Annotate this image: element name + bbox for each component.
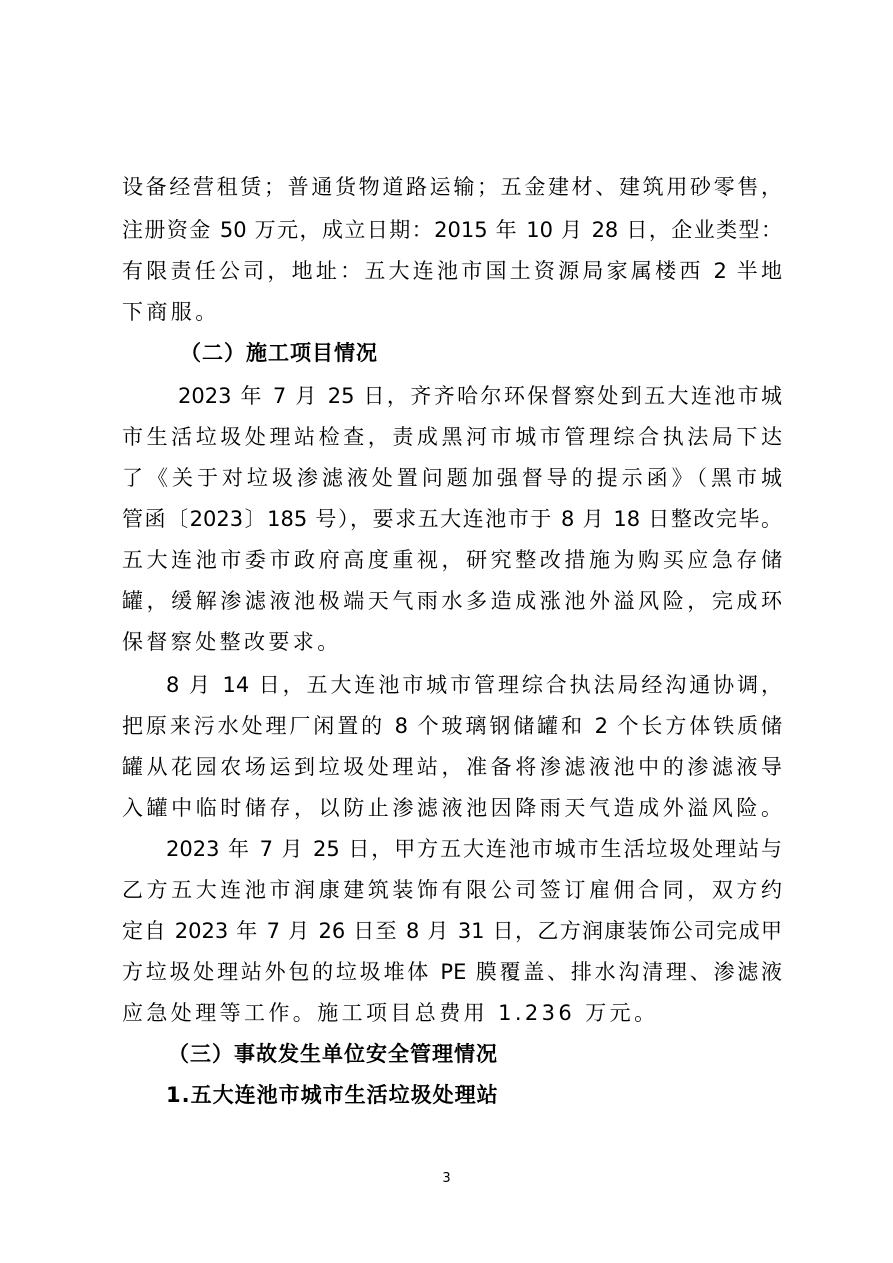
text-line: 设备经营租赁；普通货物道路运输；五金建材、建筑用砂零售， xyxy=(122,175,782,199)
section-heading: （三）事故发生单位安全管理情况 xyxy=(168,1042,498,1066)
text-line: 了《关于对垃圾渗滤液处置问题加强督导的提示函》（黑市城 xyxy=(122,466,782,490)
text-line: 2023 年 7 月 25 日，甲方五大连池市城市生活垃圾处理站与 xyxy=(166,837,782,861)
text-line: 注册资金 50 万元，成立日期：2015 年 10 月 28 日，企业类型： xyxy=(122,218,782,242)
page-number: 3 xyxy=(442,1171,451,1186)
text-line: 入罐中临时储存，以防止渗滤液池因降雨天气造成外溢风险。 xyxy=(122,796,782,820)
text-line: 2023 年 7 月 25 日，齐齐哈尔环保督察处到五大连池市城 xyxy=(178,384,782,408)
text-line: 市生活垃圾处理站检查，责成黑河市城市管理综合执法局下达 xyxy=(122,425,782,449)
text-line: 五大连池市委市政府高度重视，研究整改措施为购买应急存储 xyxy=(122,548,782,572)
text-line: 应急处理等工作。施工项目总费用 1.236 万元。 xyxy=(122,1001,659,1025)
text-line: 管函〔2023〕185 号），要求五大连池市于 8 月 18 日整改完毕。 xyxy=(122,507,782,531)
subsection-heading: 1.五大连池市城市生活垃圾处理站 xyxy=(166,1083,499,1107)
text-line: 乙方五大连池市润康建筑装饰有限公司签订雇佣合同，双方约 xyxy=(122,878,782,902)
text-line: 保督察处整改要求。 xyxy=(122,630,342,654)
section-heading: （二）施工项目情况 xyxy=(180,341,378,365)
text-line: 下商服。 xyxy=(122,300,220,324)
text-line: 8 月 14 日，五大连池市城市管理综合执法局经沟通协调， xyxy=(166,673,782,697)
text-line: 把原来污水处理厂闲置的 8 个玻璃钢储罐和 2 个长方体铁质储 xyxy=(122,714,782,738)
text-line: 定自 2023 年 7 月 26 日至 8 月 31 日，乙方润康装饰公司完成甲 xyxy=(122,919,782,943)
text-line: 有限责任公司，地址：五大连池市国土资源局家属楼西 2 半地 xyxy=(122,259,782,283)
text-line: 罐从花园农场运到垃圾处理站，准备将渗滤液池中的渗滤液导 xyxy=(122,755,782,779)
text-line: 方垃圾处理站外包的垃圾堆体 PE 膜覆盖、排水沟清理、渗滤液 xyxy=(122,960,782,984)
text-line: 罐，缓解渗滤液池极端天气雨水多造成涨池外溢风险，完成环 xyxy=(122,589,782,613)
